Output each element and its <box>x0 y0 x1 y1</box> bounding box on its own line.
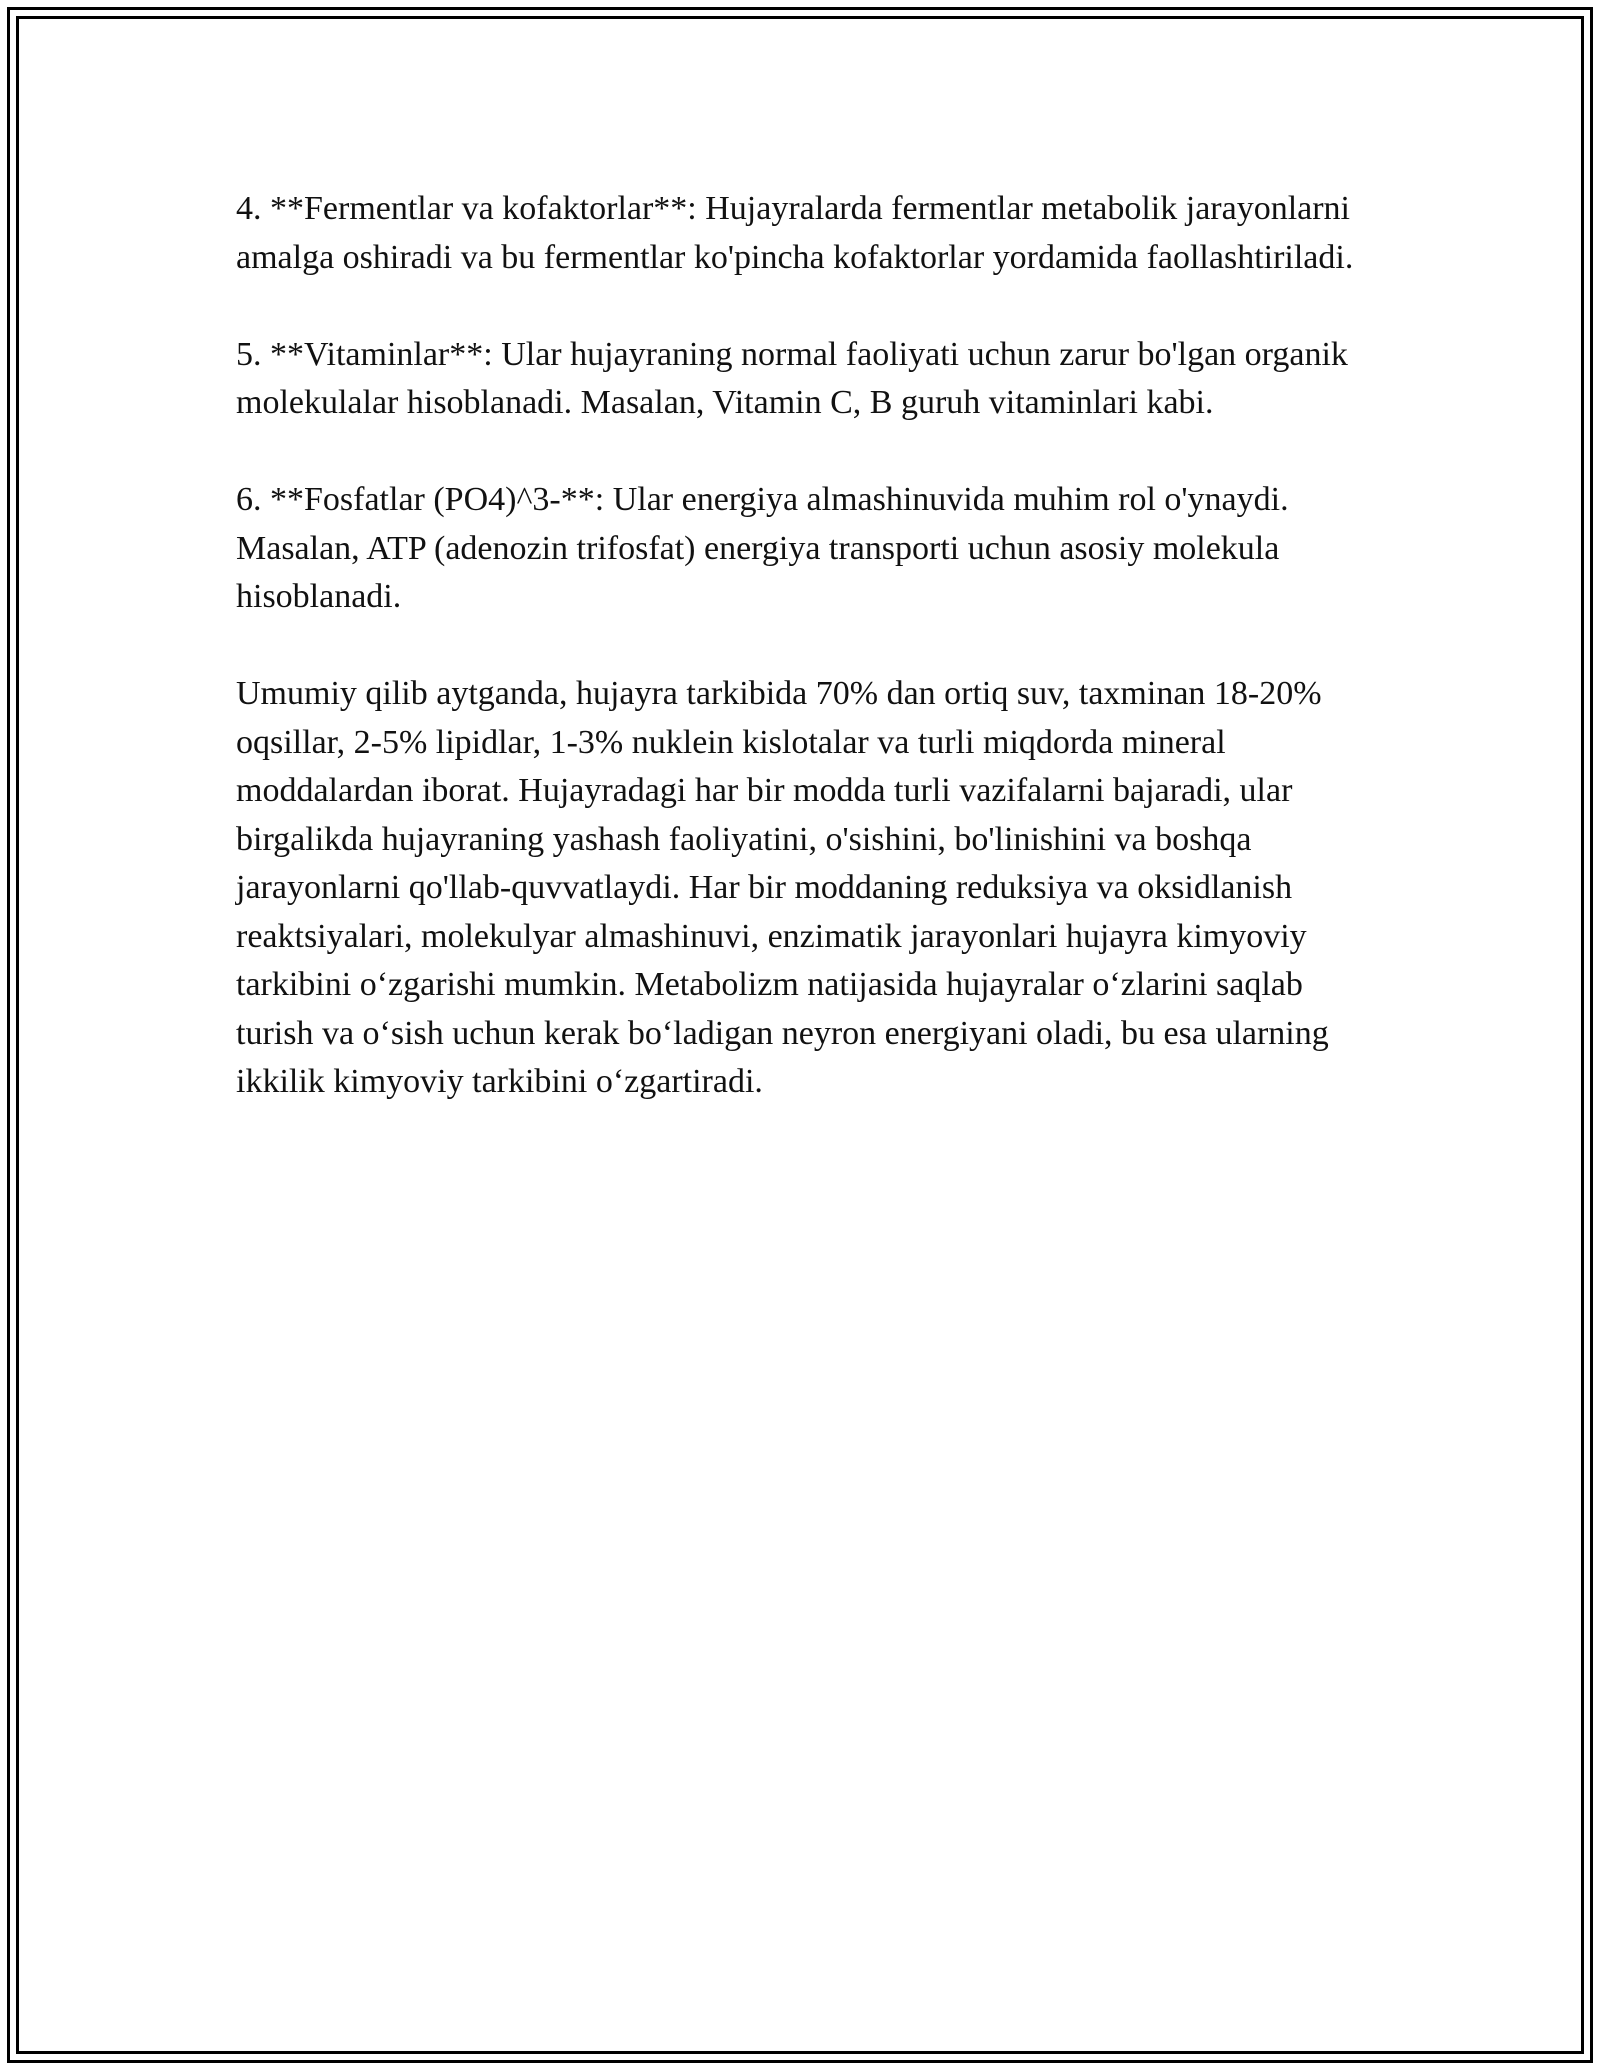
paragraph-vitaminlar: 5. **Vitaminlar**: Ular hujayraning normal faoliyati uchun zarur bo'lgan organik molekulalar hisoblanadi. Masalan, Vitamin C, B guruh vitaminlari kabi. <box>236 335 1348 421</box>
paragraph-summary: Umumiy qilib aytganda, hujayra tarkibida 70% dan ortiq suv, taxminan 18-20% oqsillar, 2-5% lipidlar, 1-3% nuklein kislotalar va turli miqdorda mineral moddalardan iborat. Hujayradagi har bir modda turli vazifalarni bajaradi, ular birgalikda hujayraning yashash faoliyatini, o'sishini, bo'linishini va boshqa jarayonlarni qo'llab-quvvatlaydi. Har bir moddaning reduksiya va oksidlanish reaktsiyalari, molekulyar almashinuvi, enzimatik jarayonlari hujayra kimyoviy tarkibini o‘zgarishi mumkin. Metabolizm natijasida hujayralar o‘zlarini saqlab turish va o‘sish uchun kerak bo‘ladigan neyron energiyani oladi, bu esa ularning ikkilik kimyoviy tarkibini o‘zgartiradi. <box>236 675 1329 1100</box>
paragraph-fermentlar: 4. **Fermentlar va kofaktorlar**: Hujayralarda fermentlar metabolik jarayonlarni amalga oshiradi va bu fermentlar ko'pincha kofaktorlar yordamida faollashtiriladi. <box>236 190 1354 276</box>
document-body <box>236 185 1366 1155</box>
paragraph-fosfatlar: 6. **Fosfatlar (PO4)^3-**: Ular energiya almashinuvida muhim rol o'ynaydi. Masalan, ATP (adenozin trifosfat) energiya transporti uchun asosiy molekula hisoblanadi. <box>236 481 1289 615</box>
